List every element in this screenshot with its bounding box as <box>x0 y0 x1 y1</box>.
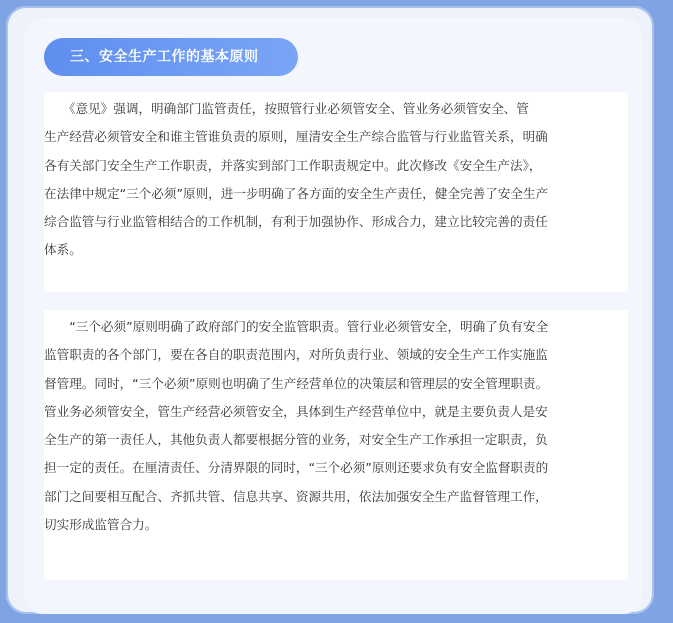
paragraph-line: 全生产的第一责任人，其他负责人都要根据分管的业务，对安全生产工作承担一定职责，负 <box>44 432 548 448</box>
paragraph-line: 督管理。同时，“三个必须”原则也明确了生产经营单位的决策层和管理层的安全管理职责。 <box>44 375 549 391</box>
paragraph-line: 生产经营必须管安全和谁主管谁负责的原则，厘清安全生产综合监管与行业监管关系，明确 <box>44 129 548 145</box>
paragraph-line: 担一定的责任。在厘清责任、分清界限的同时，“三个必须”原则还要求负有安全监督职责的 <box>44 460 549 476</box>
paragraph-line: 各有关部门安全生产工作职责，并落实到部门工作职责规定中。此次修改《安全生产法》， <box>44 157 542 173</box>
paragraph-line: 在法律中规定“三个必须”原则，进一步明确了各方面的安全生产责任，健全完善了安全生产 <box>44 185 549 201</box>
paragraph-line: 监管职责的各个部门，要在各自的职责范围内，对所负责行业、领域的安全生产工作实施监 <box>44 347 548 363</box>
paragraph-1 <box>44 92 628 292</box>
paragraph-2 <box>44 310 628 580</box>
paragraph-line: 部门之间要相互配合、齐抓共管、信息共享、资源共用，依法加强安全生产监督管理工作， <box>44 488 548 504</box>
paragraph-line: “三个必须”原则明确了政府部门的安全监管职责。管行业必须管安全，明确了负有安全 <box>44 319 549 334</box>
paragraph-line: 管业务必须管安全，管生产经营必须管安全，具体到生产经营单位中，就是主要负责人是安 <box>44 403 548 419</box>
section-title: 三、安全生产工作的基本原则 <box>44 38 298 76</box>
paragraph-line: 《意见》强调，明确部门监管责任，按照管行业必须管安全、管业务必须管安全、管 <box>44 101 529 116</box>
paragraph-line: 体系。 <box>44 242 82 258</box>
paragraph-line: 切实形成监管合力。 <box>44 517 158 533</box>
paragraph-line: 综合监管与行业监管相结合的工作机制，有利于加强协作、形成合力，建立比较完善的责任 <box>44 214 548 230</box>
